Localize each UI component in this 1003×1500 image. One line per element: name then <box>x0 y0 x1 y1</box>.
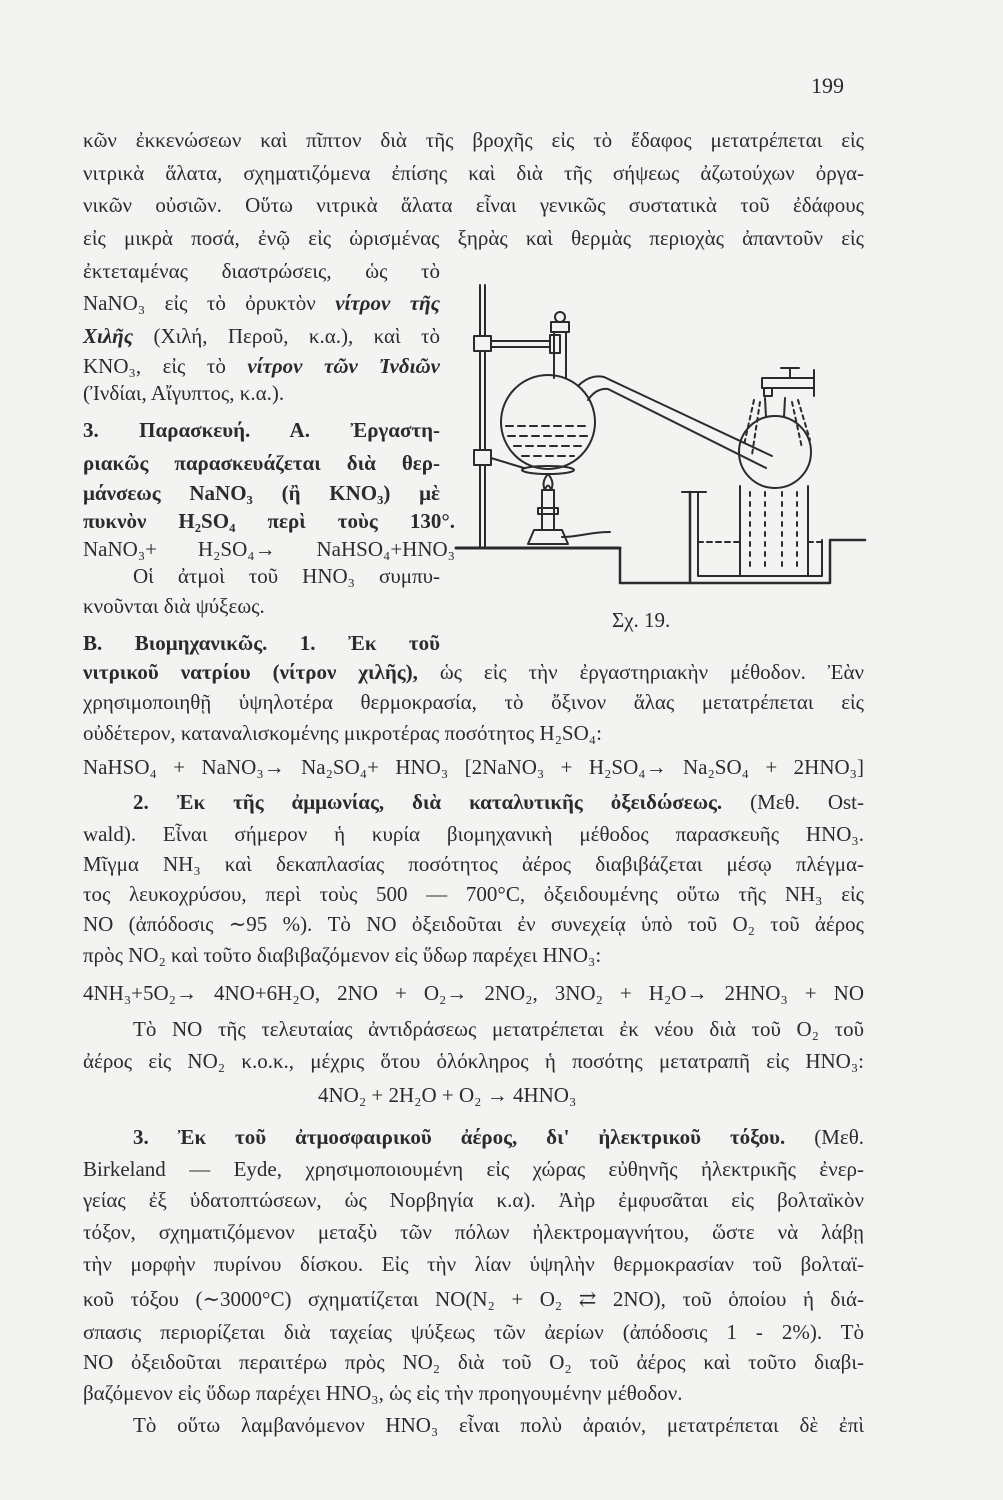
section-heading-preparation: 3. Παρασκευή. Α. Ἐργαστη- <box>83 418 440 442</box>
body-line-16: κνοῦνται διὰ ψύξεως. <box>83 594 265 618</box>
line-segment: KNO₃, εἰς τὸ <box>83 354 248 378</box>
body-line-08 <box>83 351 440 381</box>
basin-inner-wall <box>698 492 822 576</box>
retort-stopper-knob <box>555 312 565 322</box>
body-line-41: Τὸ οὕτω λαμβανόμενον HNO₃ εἶναι πολὺ ἀραιόν, μετατρέπεται δὲ ἐπὶ <box>133 1413 864 1437</box>
retort-bulb <box>501 375 595 469</box>
body-line-37: κοῦ τόξου (∼3000°C) σχηματίζεται NO(N₂ + O₂ ⇄ 2NO), τοῦ ὁποίου ἡ διά- <box>83 1287 864 1311</box>
equation-ostwald: 4NH₃+5O₂→ 4NO+6H₂O, 2NO + O₂→ 2NO₂, 3NO₂ + H₂O→ 2HNO₃ + NO <box>83 981 864 1005</box>
burner-tube <box>542 490 554 530</box>
equation-overall: 4NO₂ + 2H₂O + O₂ → 4HNO₃ <box>318 1083 577 1107</box>
body-line-35: τόξον, σχηματιζόμενον μεταξὺ τῶν πόλων ἠλεκτρομαγνήτου, ὥστε νὰ λάβῃ <box>83 1220 864 1244</box>
line-segment: (Μεθ. Ost- <box>722 790 864 814</box>
body-line-18 <box>83 657 864 687</box>
line-segment: NaNO₃ εἰς τὸ ὀρυκτὸν <box>83 291 336 315</box>
body-line-04: εἰς μικρὰ ποσά, ἐνῷ εἰς ὡρισμένας ξηρὰς καὶ θερμὰς περιοχὰς ἀπαντοῦν εἰς <box>83 226 864 250</box>
distillation-apparatus-figure <box>450 280 870 600</box>
gas-hose <box>562 532 610 537</box>
section-heading-line: μάνσεως NaNO₃ (ἢ KNO₃) μὲ <box>83 481 440 505</box>
body-line-20: οὐδέτερον, καταναλισκομένης μικροτέρας ποσότητος H₂SO₄: <box>83 721 602 745</box>
water-tap-pipe <box>762 378 814 388</box>
body-line-23: wald). Εἶναι σήμερον ἡ κυρία βιομηχανικὴ μέθοδος παρασκευῆς HNO₃. <box>83 822 864 846</box>
body-line-15: Οἱ ἀτμοὶ τοῦ HNO₃ συμπυ- <box>133 564 440 588</box>
burner-flame <box>544 474 553 490</box>
body-line-22 <box>133 787 864 817</box>
body-line-27: πρὸς NO₂ καὶ τοῦτο διαβιβαζόμενον εἰς ὕδωρ παρέχει HNO₃: <box>83 943 602 967</box>
body-line-24: Μῖγμα NH₃ καὶ δεκαπλασίας ποσότητος ἀέρος διαβιβάζεται μέσῳ πλέγμα- <box>83 852 864 876</box>
body-line-40: βαζόμενον εἰς ὕδωρ παρέχει HNO₃, ὡς εἰς τὴν προηγουμένην μέθοδον. <box>83 1381 683 1405</box>
body-line-30: ἀέρος εἰς NO₂ κ.ο.κ., μέχρις ὅτου ὁλόκληρος ἡ ποσότης μετατραπῆ εἰς HNO₃: <box>83 1049 864 1073</box>
term-chile: Χιλῆς <box>83 324 134 348</box>
equation-neutral-salt: NaHSO₄ + NaNO₃→ Na₂SO₄+ HNO₃ [2NaNO₃ + H₂SO₄→ Na₂SO₄ + 2HNO₃] <box>83 755 864 779</box>
body-line-01: κῶν ἐκκενώσεων καὶ πῖπτον διὰ τῆς βροχῆς εἰς τὸ ἔδαφος μετατρέπεται εἰς <box>83 128 864 152</box>
section-heading-line: πυκνὸν H₂SO₄ περὶ τοὺς 130°. <box>83 509 455 533</box>
body-line-34: γείας ἐξ ὑδατοπτώσεων, ὡς Νορβηγία κ.α). Ἀὴρ ἐμφυσᾶται εἰς βολταϊκὸν <box>83 1188 864 1212</box>
body-line-39: NO ὀξειδοῦται περαιτέρω πρὸς NO₂ διὰ τοῦ O₂ τοῦ ἀέρος καὶ τοῦτο διαβι- <box>83 1350 864 1374</box>
section-heading-line: ριακῶς παρασκευάζεται διὰ θερ- <box>83 451 440 475</box>
line-segment: ὡς εἰς τὴν ἐργαστηριακὴν μέθοδον. Ἐὰν <box>417 660 864 684</box>
subsection-heading-industrial: Β. Βιομηχανικῶς. 1. Ἐκ τοῦ <box>83 631 440 655</box>
retort-stopper <box>551 322 569 332</box>
upper-clamp <box>474 336 491 351</box>
water-tap-spout <box>764 388 772 396</box>
term-indian-saltpeter: νίτρον τῶν Ἰνδιῶν <box>247 354 440 378</box>
body-line-26: NO (ἀπόδοσις ∼95 %). Τὸ NO ὀξειδοῦται ἐν συνεχείᾳ ὑπὸ τοῦ O₂ τοῦ ἀέρος <box>83 912 864 936</box>
body-line-36: τὴν μορφὴν πυρίνου δίσκου. Εἰς τὴν λίαν ὑψηλὴν θερμοκρασίαν τοῦ βολταϊ- <box>83 1252 864 1276</box>
receiving-flask-neck <box>784 398 785 417</box>
body-line-06 <box>83 288 440 318</box>
body-line-02: νιτρικὰ ἅλατα, σχηματιζόμενα ἐπίσης καὶ διὰ τῆς σήψεως ἀζωτούχων ὀργα- <box>83 161 864 185</box>
method-heading: νιτρικοῦ νατρίου (νίτρον χιλῆς), <box>83 660 418 684</box>
lower-clamp <box>474 450 491 465</box>
page-number: 199 <box>811 73 844 98</box>
line-segment: (Χιλή, Περοῦ, κ.α.), καὶ τὸ <box>133 324 440 348</box>
body-line-07 <box>83 321 440 351</box>
body-line-25: τος λευκοχρύσου, περὶ τοὺς 500 — 700°C, ὀξειδουμένης οὕτω τῆς NH₃ εἰς <box>83 882 864 906</box>
method-heading-electric-arc: 3. Ἐκ τοῦ ἀτμοσφαιρικοῦ ἀέρος, δι' ἠλεκτρικοῦ τόξου. <box>133 1125 786 1149</box>
body-line-38: σπασις περιορίζεται διὰ ταχείας ψύξεως τῶν ἀερίων (ἀπόδοσις 1 - 2%). Τὸ <box>83 1320 864 1344</box>
body-line-19: χρησιμοποιηθῇ ὑψηλοτέρα θερμοκρασία, τὸ ὄξινον ἅλας μετατρέπεται εἰς <box>83 690 864 714</box>
body-line-05: ἐκτεταμένας διαστρώσεις, ὡς τὸ <box>83 259 440 283</box>
figure-caption: Σχ. 19. <box>612 608 671 632</box>
water-stream <box>744 400 754 445</box>
receiving-flask-neck <box>765 398 766 417</box>
body-line-32 <box>133 1122 864 1152</box>
body-line-29: Τὸ NO τῆς τελευταίας ἀντιδράσεως μετατρέπεται ἐκ νέου διὰ τοῦ O₂ τοῦ <box>133 1017 864 1041</box>
term-chile-saltpeter: νίτρον τῆς <box>335 291 440 315</box>
body-line-09: (Ἰνδίαι, Αἴγυπτος, κ.α.). <box>83 381 285 405</box>
receiving-flask <box>739 416 811 488</box>
body-line-03: νικῶν οὐσιῶν. Οὕτω νιτρικὰ ἅλατα εἶναι γενικῶς συστατικὰ τοῦ ἐδάφους <box>83 193 864 217</box>
method-heading-ammonia: 2. Ἐκ τῆς ἀμμωνίας, διὰ καταλυτικῆς ὀξειδώσεως. <box>133 790 723 814</box>
equation-lab-preparation: NaNO₃+ H₂SO₄→ NaHSO₄+HNO₃ <box>83 537 455 561</box>
line-segment: (Μεθ. <box>785 1125 864 1149</box>
body-line-33: Birkeland — Eyde, χρησιμοποιουμένη εἰς χώρας εὐθηνῆς ἠλεκτρικῆς ἐνερ- <box>83 1157 864 1181</box>
